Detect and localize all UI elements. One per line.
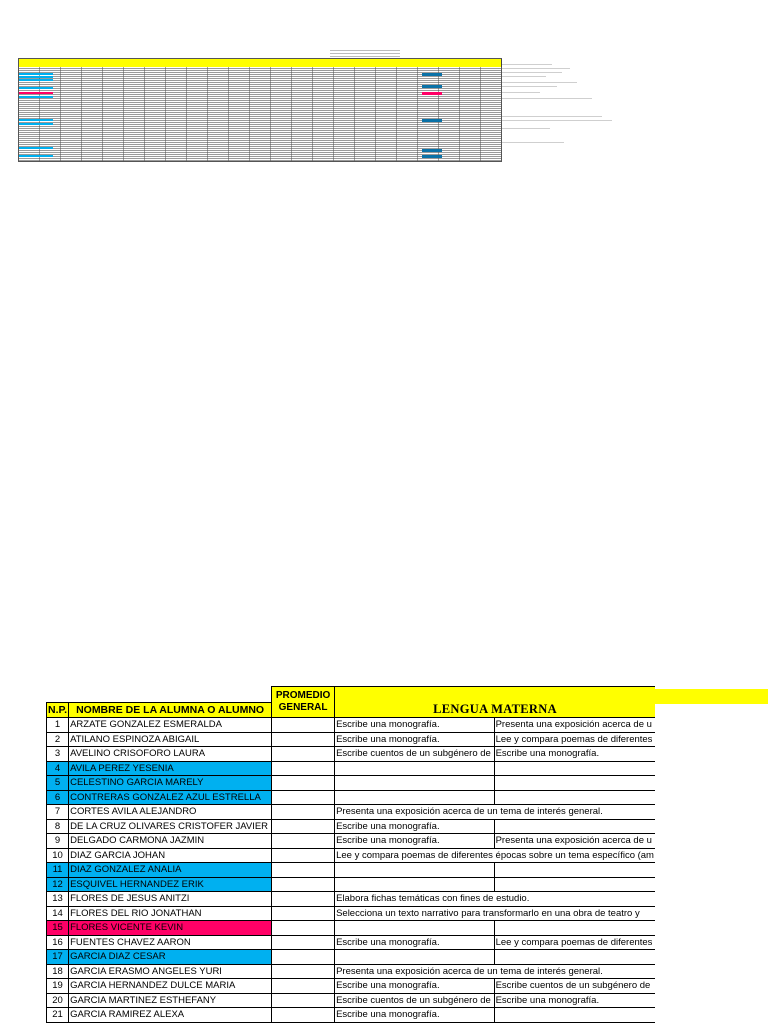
student-rows (47, 718, 655, 1023)
lengua-materna-activity-cell[interactable] (494, 877, 655, 892)
table-row (47, 834, 655, 849)
student-name-cell[interactable]: FLORES DEL RIO JONATHAN (69, 906, 272, 921)
student-name-cell[interactable]: GARCIA ERASMO ANGELES YURI (69, 964, 272, 979)
table-row (47, 950, 655, 965)
promedio-cell[interactable] (272, 877, 335, 892)
student-name-cell[interactable]: GARCIA MARTINEZ ESTHEFANY (69, 993, 272, 1008)
table-row (47, 863, 655, 878)
lengua-materna-activity-cell[interactable]: Escribe cuentos de un subgénero de (335, 747, 495, 762)
sheet-thumbnail (0, 0, 768, 170)
student-name-cell[interactable]: CELESTINO GARCIA MARELY (69, 776, 272, 791)
lengua-materna-activity-cell[interactable] (335, 877, 495, 892)
table-row (47, 892, 655, 907)
table-row (47, 848, 655, 863)
promedio-general-header: PROMEDIO GENERAL (272, 687, 335, 718)
table-row (47, 935, 655, 950)
lengua-materna-activity-cell[interactable]: Escribe una monografía. (335, 819, 495, 834)
promedio-cell[interactable] (272, 805, 335, 820)
lengua-materna-activity-cell[interactable] (494, 819, 655, 834)
zoomed-sheet (0, 686, 768, 1024)
lengua-materna-activity-cell[interactable] (494, 1008, 655, 1023)
row-number-cell[interactable]: 18 (47, 964, 69, 979)
thumbnail-sheet (18, 58, 502, 162)
promedio-cell[interactable] (272, 747, 335, 762)
row-number-cell[interactable]: 13 (47, 892, 69, 907)
lengua-materna-activity-cell[interactable] (494, 921, 655, 936)
row-number-cell[interactable]: 5 (47, 776, 69, 791)
table-row (47, 819, 655, 834)
lengua-materna-activity-cell[interactable] (335, 790, 495, 805)
table-row (47, 964, 655, 979)
lengua-materna-activity-cell[interactable]: Escribe una monografía. (335, 1008, 495, 1023)
row-number-cell[interactable]: 6 (47, 790, 69, 805)
lengua-materna-activity-cell[interactable]: Lee y compara poemas de diferentes épocas sobre un tema específico (am (336, 849, 654, 861)
row-number-cell[interactable]: 9 (47, 834, 69, 849)
student-name-cell[interactable]: GARCIA RAMIREZ ALEXA (69, 1008, 272, 1023)
student-name-cell[interactable]: AVELINO CRISOFORO LAURA (69, 747, 272, 762)
row-number-cell[interactable]: 10 (47, 848, 69, 863)
row-number-cell[interactable]: 14 (47, 906, 69, 921)
lengua-materna-activity-cell[interactable] (494, 950, 655, 965)
table-row (47, 979, 655, 994)
table-row (47, 921, 655, 936)
lengua-materna-activity-cell[interactable]: Elabora fichas temáticas con fines de estudio. (335, 892, 655, 907)
row-number-cell[interactable]: 11 (47, 863, 69, 878)
lengua-materna-activity-cell[interactable]: Escribe una monografía. (494, 993, 655, 1008)
promedio-cell[interactable] (272, 964, 335, 979)
student-name-cell[interactable]: FLORES DE JESUS ANITZI (69, 892, 272, 907)
promedio-cell[interactable] (272, 761, 335, 776)
row-number-cell[interactable]: 4 (47, 761, 69, 776)
table-row (47, 805, 655, 820)
lengua-materna-activity-cell[interactable]: Escribe una monografía. (335, 935, 495, 950)
lengua-materna-activity-cell[interactable]: Presenta una exposición acerca de un tema de interés general. (335, 805, 655, 820)
student-name-cell[interactable]: CONTRERAS GONZALEZ AZUL ESTRELLA (69, 790, 272, 805)
student-name-cell[interactable]: DELGADO CARMONA JAZMIN (69, 834, 272, 849)
student-name-cell[interactable]: DIAZ GARCIA JOHAN (69, 848, 272, 863)
row-number-cell[interactable]: 2 (47, 732, 69, 747)
lengua-materna-header: LENGUA MATERNA (433, 702, 557, 716)
student-name-header: NOMBRE DE LA ALUMNA O ALUMNO (69, 703, 272, 718)
lengua-materna-activity-cell[interactable] (494, 790, 655, 805)
student-name-cell[interactable]: AVILA PEREZ YESENIA (69, 761, 272, 776)
lengua-materna-activity-cell[interactable]: Escribe una monografía. (494, 747, 655, 762)
lengua-materna-activity-cell[interactable] (494, 776, 655, 791)
table-row (47, 732, 655, 747)
lengua-materna-activity-cell[interactable]: Lee y compara poemas de diferentes (494, 732, 655, 747)
promedio-cell[interactable] (272, 950, 335, 965)
student-name-cell[interactable]: FUENTES CHAVEZ AARON (69, 935, 272, 950)
student-name-cell[interactable]: CORTES AVILA ALEJANDRO (69, 805, 272, 820)
promedio-cell[interactable] (272, 906, 335, 921)
lengua-materna-activity-cell[interactable]: Escribe una monografía. (335, 834, 495, 849)
table-row (47, 906, 655, 921)
student-name-cell[interactable]: DIAZ GONZALEZ ANALIA (69, 863, 272, 878)
lengua-materna-activity-cell[interactable]: Escribe cuentos de un subgénero de (494, 979, 655, 994)
lengua-materna-activity-cell[interactable]: Escribe una monografía. (335, 979, 495, 994)
student-name-cell[interactable]: DE LA CRUZ OLIVARES CRISTOFER JAVIER (69, 819, 272, 834)
np-header: N.P. (48, 703, 68, 716)
row-number-cell[interactable]: 21 (47, 1008, 69, 1023)
row-number-cell[interactable]: 19 (47, 979, 69, 994)
row-number-cell[interactable]: 16 (47, 935, 69, 950)
table-row (47, 776, 655, 791)
lengua-materna-activity-cell[interactable]: Presenta una exposición acerca de u (494, 718, 655, 733)
row-number-cell[interactable]: 17 (47, 950, 69, 965)
lengua-materna-activity-cell[interactable]: Selecciona un texto narrativo para transformarlo en una obra de teatro y (335, 906, 655, 921)
lengua-materna-activity-cell[interactable] (335, 921, 495, 936)
promedio-cell[interactable] (272, 863, 335, 878)
promedio-cell[interactable] (272, 790, 335, 805)
table-row (47, 790, 655, 805)
table-row (47, 1008, 655, 1023)
lengua-materna-activity-cell[interactable] (494, 863, 655, 878)
student-name-cell[interactable]: FLORES VICENTE KEVIN (69, 921, 272, 936)
lengua-materna-activity-cell[interactable]: Escribe una monografía. (335, 718, 495, 733)
student-name-cell[interactable]: ATILANO ESPINOZA ABIGAIL (69, 732, 272, 747)
promedio-cell[interactable] (272, 819, 335, 834)
subject-header-band (650, 689, 768, 704)
lengua-materna-activity-cell[interactable] (335, 776, 495, 791)
lengua-materna-activity-cell[interactable] (335, 761, 495, 776)
lengua-materna-activity-cell[interactable] (335, 863, 495, 878)
lengua-materna-activity-cell[interactable]: Escribe una monografía. (335, 732, 495, 747)
row-number-cell[interactable]: 20 (47, 993, 69, 1008)
row-number-cell[interactable]: 12 (47, 877, 69, 892)
promedio-cell[interactable] (272, 834, 335, 849)
table-row (47, 993, 655, 1008)
promedio-cell[interactable] (272, 979, 335, 994)
lengua-materna-activity-cell[interactable]: Presenta una exposición acerca de un tema de interés general. (335, 964, 655, 979)
promedio-cell[interactable] (272, 732, 335, 747)
promedio-cell[interactable] (272, 892, 335, 907)
table-row (47, 877, 655, 892)
table-row (47, 761, 655, 776)
promedio-cell[interactable] (272, 776, 335, 791)
row-number-cell[interactable]: 1 (47, 718, 69, 733)
promedio-cell[interactable] (272, 921, 335, 936)
promedio-cell[interactable] (272, 1008, 335, 1023)
student-name-cell[interactable]: ESQUIVEL HERNANDEZ ERIK (69, 877, 272, 892)
lengua-materna-activity-cell[interactable]: Presenta una exposición acerca de u (494, 834, 655, 849)
promedio-cell[interactable] (272, 935, 335, 950)
promedio-cell[interactable] (272, 848, 335, 863)
row-number-cell[interactable]: 3 (47, 747, 69, 762)
student-name-cell[interactable]: GARCIA HERNANDEZ DULCE MARIA (69, 979, 272, 994)
student-name-cell[interactable]: GARCIA DIAZ CESAR (69, 950, 272, 965)
student-name-cell[interactable]: ARZATE GONZALEZ ESMERALDA (69, 718, 272, 733)
promedio-cell[interactable] (272, 993, 335, 1008)
row-number-cell[interactable]: 7 (47, 805, 69, 820)
lengua-materna-activity-cell[interactable]: Escribe cuentos de un subgénero de (335, 993, 495, 1008)
lengua-materna-activity-cell[interactable] (335, 950, 495, 965)
row-number-cell[interactable]: 15 (47, 921, 69, 936)
row-number-cell[interactable]: 8 (47, 819, 69, 834)
lengua-materna-activity-cell[interactable] (494, 761, 655, 776)
table-row (47, 718, 655, 733)
promedio-cell[interactable] (272, 718, 335, 733)
student-table (46, 686, 655, 1023)
table-row (47, 747, 655, 762)
lengua-materna-activity-cell[interactable]: Lee y compara poemas de diferentes (494, 935, 655, 950)
